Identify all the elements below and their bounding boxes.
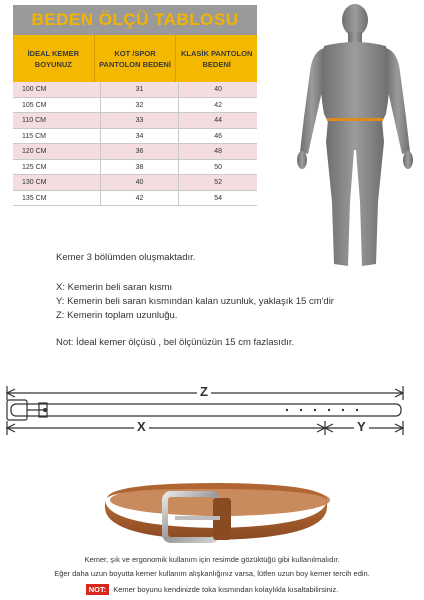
cell: 40 bbox=[214, 86, 223, 93]
body-silhouette bbox=[290, 2, 420, 272]
cell: 40 bbox=[101, 175, 180, 190]
cell: 33 bbox=[101, 113, 180, 128]
table-row bbox=[13, 98, 257, 114]
table-row bbox=[13, 82, 257, 98]
label-z: Z bbox=[197, 384, 211, 399]
footer-line3-wrap bbox=[0, 584, 424, 595]
label-x: X bbox=[134, 419, 149, 434]
desc-z: Z: Kemerin toplam uzunluğu. bbox=[56, 310, 178, 321]
table-row bbox=[13, 191, 257, 207]
size-table-header bbox=[13, 35, 257, 82]
table-row bbox=[13, 129, 257, 145]
footer-line3: Kemer boyunu kendinizde toka kısmından kolaylıkla kısaltabilirsiniz. bbox=[113, 585, 339, 594]
cell: 105 CM bbox=[13, 98, 101, 113]
cell: 42 bbox=[214, 101, 223, 109]
note-badge: NOT: bbox=[86, 584, 110, 595]
cell: 38 bbox=[101, 160, 180, 175]
cell: 135 CM bbox=[13, 191, 101, 206]
cell: 50 bbox=[214, 163, 223, 171]
cell: 125 CM bbox=[13, 160, 101, 175]
cell: 34 bbox=[101, 129, 180, 144]
size-table-title: BEDEN ÖLÇÜ TABLOSU bbox=[13, 5, 257, 35]
label-y: Y bbox=[354, 419, 369, 434]
header-classic-size: KLASİK PANTOLON BEDENİ bbox=[180, 48, 253, 69]
size-table-body bbox=[13, 82, 257, 206]
waist-line bbox=[327, 118, 383, 121]
desc-intro: Kemer 3 bölümden oluşmaktadır. bbox=[56, 252, 196, 263]
cell: 130 CM bbox=[13, 175, 101, 190]
cell: 110 CM bbox=[13, 113, 101, 128]
header-jeans-size: KOT /SPOR PANTOLON BEDENİ bbox=[95, 35, 177, 82]
cell: 54 bbox=[214, 194, 223, 202]
footer-line2: Eğer daha uzun boyutta kemer kullanım alışkanlığınız varsa, lütfen uzun boy kemer tercih edin. bbox=[54, 569, 370, 578]
footer-line1: Kemer, şık ve ergonomik kullanım için resimde gözüktüğü gibi kullanılmalıdır. bbox=[84, 555, 340, 564]
cell: 44 bbox=[214, 117, 223, 124]
table-row bbox=[13, 144, 257, 160]
desc-note: Not: İdeal kemer ölçüsü , bel ölçünüzün 15 cm fazlasıdır. bbox=[56, 337, 295, 348]
cell: 31 bbox=[101, 82, 180, 97]
belt-photo bbox=[95, 478, 335, 548]
cell: 32 bbox=[101, 98, 180, 113]
cell: 48 bbox=[214, 148, 223, 155]
header-ideal-belt: İDEAL KEMER BOYUNUZ bbox=[13, 35, 95, 82]
cell: 120 CM bbox=[13, 144, 101, 159]
table-row bbox=[13, 175, 257, 191]
table-row bbox=[13, 113, 257, 129]
cell: 115 CM bbox=[13, 129, 101, 144]
cell: 36 bbox=[101, 144, 180, 159]
cell: 46 bbox=[214, 132, 223, 140]
desc-x: X: Kemerin beli saran kısmı bbox=[56, 282, 173, 293]
cell: 42 bbox=[101, 191, 180, 206]
cell: 52 bbox=[214, 179, 223, 186]
cell: 100 CM bbox=[13, 82, 101, 97]
table-row bbox=[13, 160, 257, 176]
desc-y: Y: Kemerin beli saran kısmından kalan uzunluk, yaklaşık 15 cm'dir bbox=[56, 296, 334, 307]
